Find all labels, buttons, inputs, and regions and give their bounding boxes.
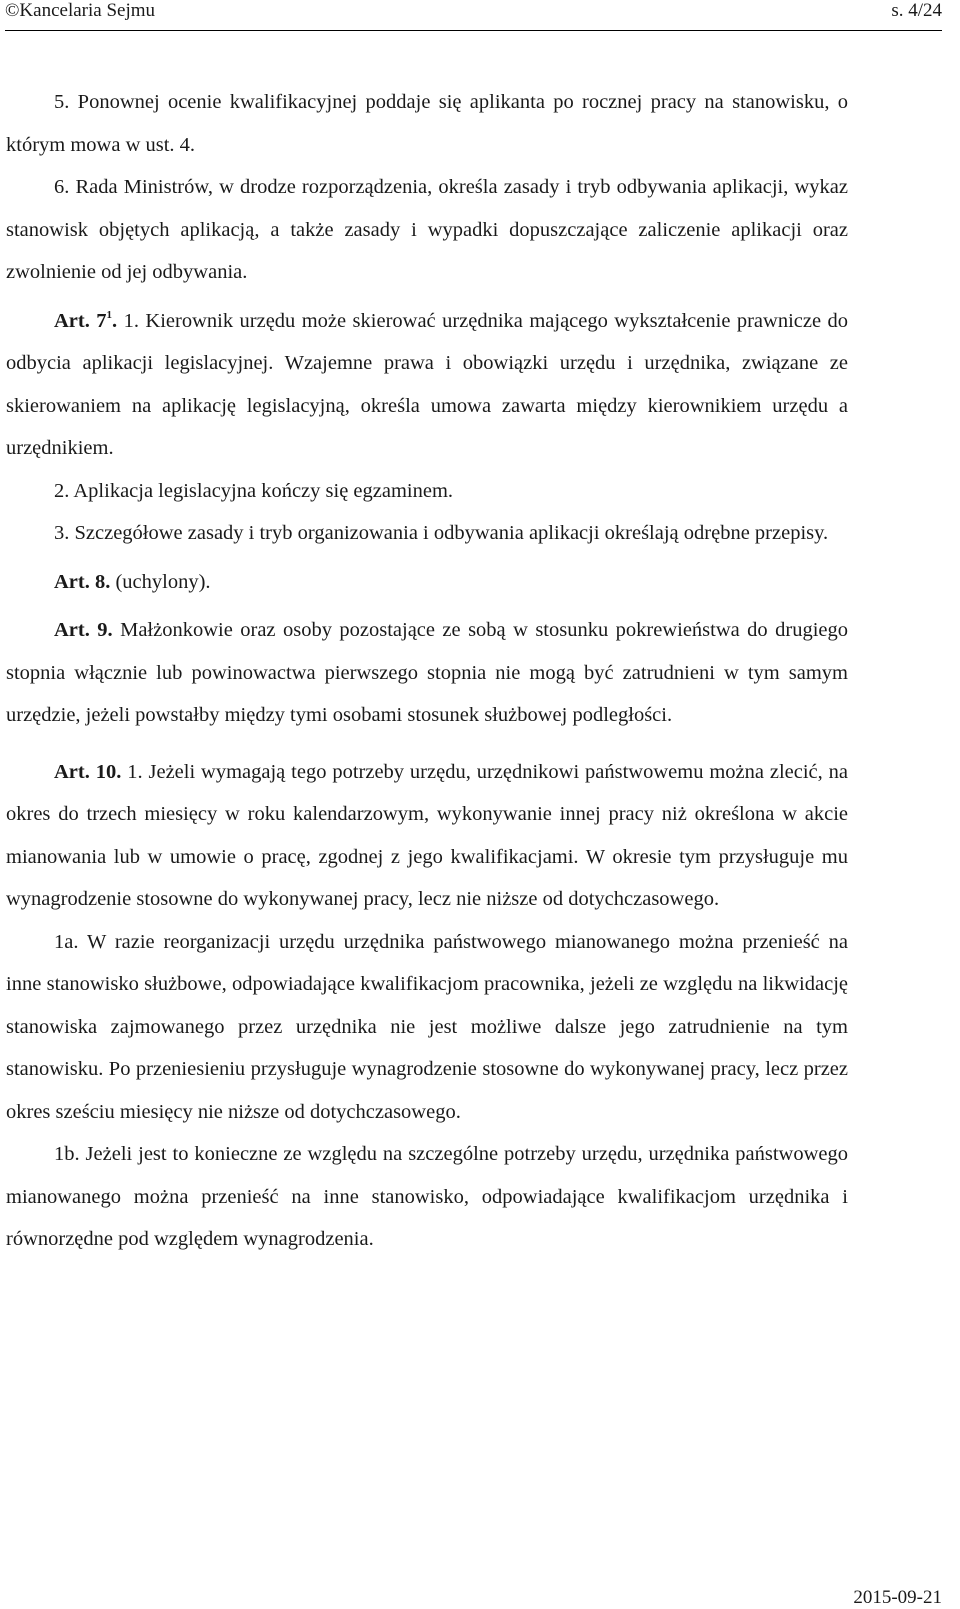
article-heading: Art. 8. — [54, 570, 111, 593]
page-header — [5, 0, 942, 31]
article-10-1a: 1a. W razie reorganizacji urzędu urzędnika państwowego mianowanego można przenieść na inne stanowisko służbowe, odpowiadające kwalifikacjom pracownika, jeżeli ze względu na likwidację stanowiska zajmowanego przez urzędnika nie jest możliwe dalsze jego zatrudnienie na tym stanowisku. Po przeniesieniu przysługuje wynagrodzenie stosowne do wykonywanej pracy, lecz przez okres sześciu miesięcy nie niższe od dotychczasowego. — [6, 930, 848, 1123]
article-8: Art. 8. (uchylony). — [54, 570, 211, 593]
article-7-1: Art. $7^1$. 1. Kierownik urzędu może skierować urzędnika mającego wykształcenie prawnicze do odbycia aplikacji legislacyjnej. Wzajemne prawa i obowiązki urzędu i urzędnika, związane ze skierowaniem na aplikację legislacyjną, określa umowa zawarta między kierownikiem urzędu a urzędnikiem. — [6, 308, 849, 459]
document-body — [6, 81, 848, 1261]
article-10-1b: 1b. Jeżeli jest to konieczne ze względu na szczególne potrzeby urzędu, urzędnika państwowego mianowanego można przenieść na inne stanowisko, odpowiadające kwalifikacjom urzędnika i równorzędne pod względem wynagrodzenia. — [6, 1143, 848, 1250]
header-source: ©Kancelaria Sejmu — [5, 0, 156, 21]
paragraph-5: 5. Ponownej ocenie kwalifikacyjnej poddaje się aplikanta po rocznej pracy na stanowisku, o którym mowa w ust. 4. — [6, 91, 848, 156]
article-10-1: Art. 10. 1. Jeżeli wymagają tego potrzeby urzędu, urzędnikowi państwowemu można zlecić, na okres do trzech miesięcy w roku kalendarzowym, wykonywanie innej pracy niż określona w akcie mianowania lub w umowie o pracę, zgodnej z jego kwalifikacjami. W okresie tym przysługuje mu wynagrodzenie stosowne do wykonywanej pracy, lecz nie niższe od dotychczasowego. — [6, 760, 848, 910]
article-heading: Art. 10. — [54, 760, 122, 783]
paragraph-6: 6. Rada Ministrów, w drodze rozporządzenia, określa zasady i tryb odbywania aplikacji, wykaz stanowisk objętych aplikacją, a także zasady i wypadki dopuszczające zaliczenie aplikacji oraz zwolnienie od jej odbywania. — [6, 176, 848, 283]
article-9: Art. 9. Małżonkowie oraz osoby pozostające ze sobą w stosunku pokrewieństwa do drugiego stopnia włącznie lub powinowactwa pierwszego stopnia nie mogą być zatrudnieni w tym samym urzędzie, jeżeli powstałby między tymi osobami stosunek służbowej podległości. — [6, 619, 848, 726]
footer-date: 2015-09-21 — [853, 1587, 942, 1608]
header-page-number: s. 4/24 — [891, 0, 942, 21]
article-heading: Art. $7^1$. — [54, 308, 118, 332]
article-7-3: 3. Szczegółowe zasady i tryb organizowania i odbywania aplikacji określają odrębne przepisy. — [54, 522, 829, 544]
article-7-2: 2. Aplikacja legislacyjna kończy się egzaminem. — [54, 479, 454, 502]
article-heading: Art. 9. — [54, 619, 113, 641]
